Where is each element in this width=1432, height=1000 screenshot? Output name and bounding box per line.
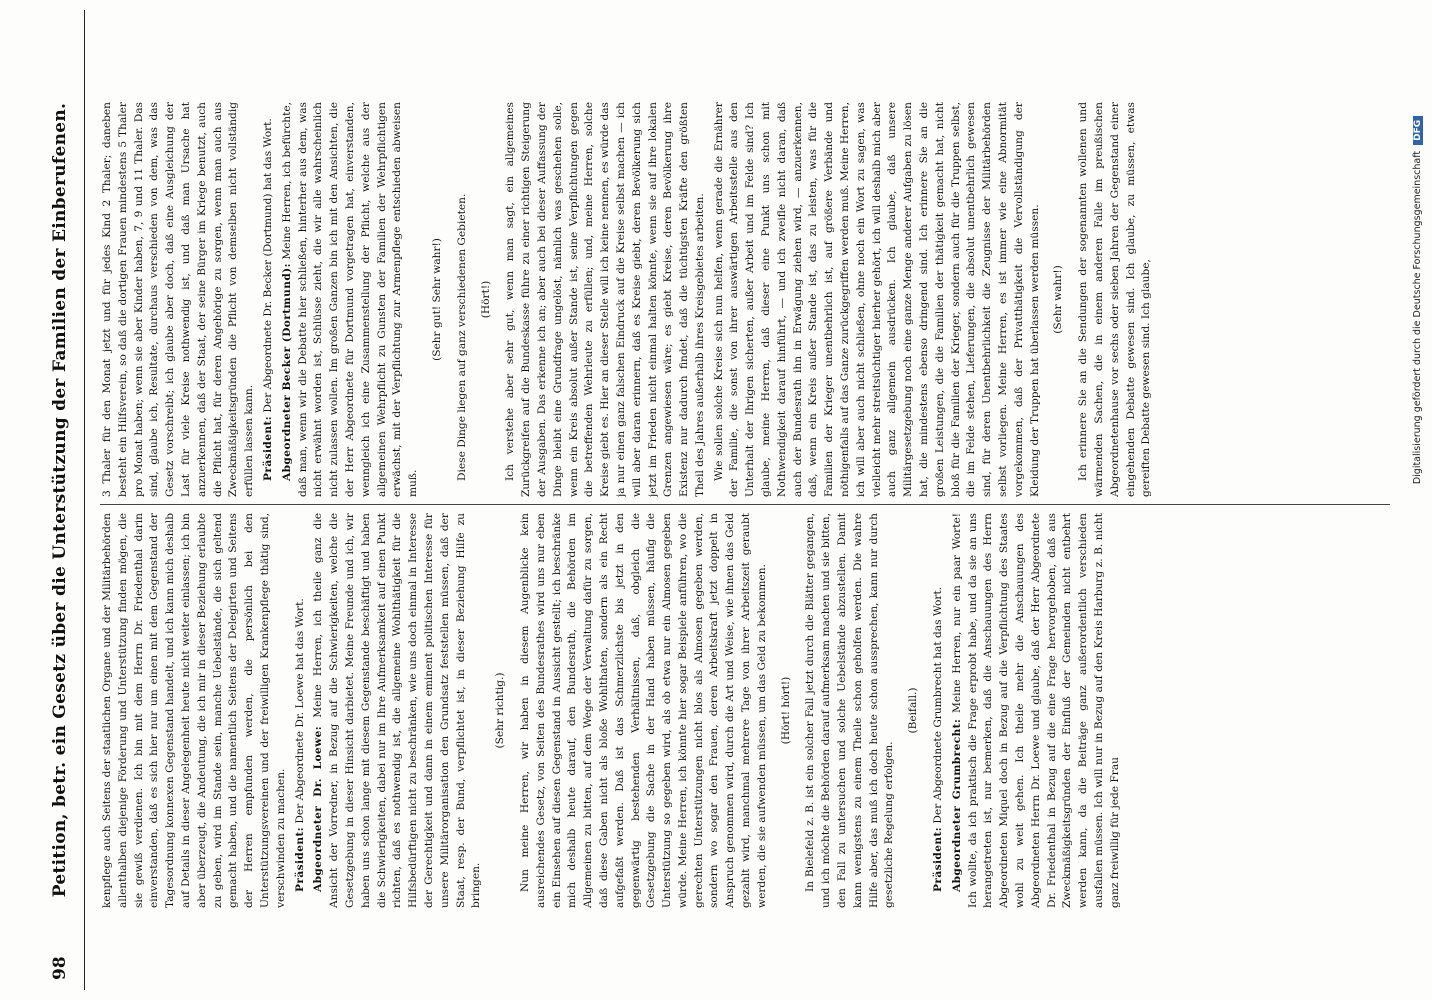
speaker-name: Abgeordneter Grumbrecht: [950, 718, 963, 892]
digitization-note [1412, 0, 1428, 600]
speech-text: Der Abgeordnete Grumbrecht hat das Wort. [932, 586, 945, 824]
speaker-name: Präsident: [932, 826, 945, 892]
running-head [50, 12, 76, 988]
dfg-logo: DFG [1413, 116, 1423, 145]
speaker-name: Präsident: [261, 415, 274, 481]
interjection: (Sehr wahr!) [1052, 265, 1065, 334]
paragraph: In Bielefeld z. B. ist ein solcher Fall jetzt durch die Blätter gegangen, und ich möchte die Behörden darauf aufmerksam machen und sie bitten, den Fall zu untersuchen und solche Uebelstände abzustellen. Damit kann wenigstens zu einem Theile schon geholfen werden. Die wahre Hilfe aber, das muß ich doch heute schon aussprechen, kann nur durch gesetzliche Regelung erfolgen. [804, 513, 896, 908]
paragraph: Ich erinnere Sie an die Sendungen der sogenannten wollenen und wärmenden Sachen, die in einem anderen Falle im preußischen Abgeordnetenhause vor sechs oder sieben Jahren der Gegenstand einer eingehenden Debatte gewesen sind. Ich glaube, zu müssen, etwas gereiften Debatte gewesen sind. Ich glaube, [1077, 102, 1153, 497]
speaker-paragraph [931, 513, 947, 908]
interjection: (Sehr richtig.) [494, 672, 507, 749]
speaker-paragraph [950, 513, 1124, 908]
digitization-note-text: Digitalisierung gefördert durch die Deutsche Forschungsgemeinschaft [1412, 150, 1423, 485]
speech-text: Meine Herren, ich theile ganz die Ansicht der Vorredner, in Bezug auf die Schwierigkeiten, welche die Gesetzgebung in dieser Hinsicht darbietet. Meine Freunde und ich, wir haben uns schon lange mit diesem Gegenstande beschäftigt und haben die Schwierigkeiten, dabei nur im Ihre Aufmerksamkeit auf einen Punkt richten, daß es nothwendig ist, die allgemeine Wohlthätigkeit für die Hilfsbedürftigen nicht zu beschränken, wie uns doch einmal in Interesse der Gerechtigkeit und dann in einem eminent politischen Interesse für unsere Militärorganisation den Grundsatz feststellen müssen, daß der Staat, resp. der Bund, verpflichtet ist, in dieser Beziehung Hilfe zu bringen. [312, 513, 483, 908]
paragraph: Ich verstehe aber sehr gut, wenn man sagt, ein allgemeines Zurückgreifen auf die Bundeskasse führe zu einer richtigen Steigerung der Ausgaben. Das erkenne ich an; aber auch bei dieser Auffassung der Dinge bleibt eine Grundfrage ungelöst, nämlich was geschehen solle, wenn ein Kreis absolut außer Stande ist, seine Verpflichtungen gegen die betreffenden Wehrleute zu erfüllen; und, meine Herren, solche Kreise giebt es. Hier an dieser Stelle will ich keine nennen, es würde das ja nur einen ganz falschen Eindruck auf die Kreise selbst machen — ich will aber daran erinnern, daß es Kreise giebt, deren Bevölkerung sich jetzt im Frieden nicht einmal halten könnte, wenn sie auf ihre lokalen Grenzen angewiesen wäre; es giebt Kreise, deren Bevölkerung ihre Existenz nur dadurch findet, daß die tüchtigsten Kräfte den größten Theil des Jahres außerhalb ihres Kreisgebietes arbeiten. [504, 102, 706, 497]
paragraph: Wie sollen solche Kreise sich nun helfen, wenn gerade die Ernährer der Familie, die sonst von ihrer auswärtigen Arbeitsstelle aus den Unterhalt der Ihrigen sicherten, außer Arbeit und im Felde sind? Ich glaube, meine Herren, daß dieser eine Punkt uns schon mit Nothwendigkeit darauf hinführt, — und ich zweifle nicht daran, daß auch der Bundesrath ihn in Erwägung ziehen wird, — anzuerkennen, daß, wenn ein Kreis außer Stande ist, das zu leisten, was für die Familien der Krieger unentbehrlich ist, auf größere Verbände und nöthigenfalls auf das Ganze zurückgegriffen werden muß. Meine Herren, ich will aber auch nicht schließen, ohne noch ein Wort zu sagen, was vielleicht mehr streitsüchtiger hierher gehört, ich will deshalb mich aber auch ganz allgemein ausdrücken. Ich glaube, daß unsere Militärgesetzgebung noch eine ganze Menge anderer Aufgaben zu lösen hat, die mindestens ebenso dringend sind. Ich erinnere Sie an die großen Leistungen, die die Familien der thätigkeit gemacht hat, nicht bloß für die Familien der Krieger, sondern auch für die Truppen selbst, die im Felde stehen, Lieferungen, die absolut unentbehrlich gewesen sind, für deren Unentbehrlichkeit die Zeugnisse der Militärbehörden selbst vorliegen. Meine Herren, es ist immer wie eine Abnormität vorgekommen, daß der Privatthätigkeit die Vervollständigung der Kleidung der Truppen hat überlassen werden müssen. [712, 102, 1041, 497]
speech-text: Meine Herren, nur ein paar Worte! Ich wollte, da ich praktisch die Frage erprobt habe, und da sie an uns herangetreten ist, nur bemerken, daß die Anschauungen des Herrn Abgeordneten Miquel doch in Bezug auf die Verpflichtung des Staates wohl zu weit gehen. Ich theile mehr die Anschauungen des Abgeordneten Herrn Dr. Loewe und glaube, daß der Herr Abgeordnete Dr. Friedenthal in Bezug auf die eine Frage hervorgehoben, daß aus Zweckmäßigkeitsgründen der Einfluß der Gemeinden nicht entbehrt werden kann, da die Beiträge ganz außerordentlich verschieden ausfallen müssen. Ich will nur in Bezug auf den Kreis Harburg z. B. nicht ganz freiwillig für jede Frau [950, 513, 1121, 908]
interjection: (Hört!) [479, 280, 492, 319]
paragraph: Diese Dinge liegen auf ganz verschiedenen Gebieten. [455, 193, 468, 481]
paragraph: kenpflege auch Seitens der staatlichen Organe und der Militärbehörden allenthalben diejenige Förderung und Unterstützung finden mögen, die sie gewiß verdienen. Ich bin mit dem Herrn Dr. Friedenthal darin einverstanden, daß es sich hier nur um einen mit dem Gegenstand der Tagesordnung konnexen Gegenstand handelt, und ich kann mich deshalb auf Details in dieser Angelegenheit heute nicht weiter einlassen; ich bin aber überzeugt, die Andeutung, die ich mir in dieser Beziehung erlaubte zu geben, wird im Stande sein, manche Uebelstände, die sich geltend gemacht haben, und die namentlich Seitens der Delegirten und Seitens der Herren empfunden werden, die persönlich bei den Unterstützungsvereinen und der freiwilligen Krankenpflege thätig sind, verschwinden zu machen. [101, 513, 287, 908]
speaker-paragraph [280, 102, 422, 497]
speaker-name: Abgeordneter Dr. Loewe: [312, 725, 325, 892]
speaker-name: Präsident: [293, 826, 306, 892]
interjection: (Hört! hört!) [779, 676, 792, 745]
speaker-paragraph [261, 102, 277, 497]
left-column [100, 513, 1390, 908]
speech-text: Der Abgeordnete Dr. Becker (Dortmund) hat das Wort. [261, 118, 274, 413]
running-head-title: Petition, betr. ein Gesetz über die Unterstützung der Familien der Einberufenen. [50, 102, 70, 898]
speech-text: Meine Herren, ich befürchte, daß man, wenn wir die Debatte hier schließen, hinterher aus dem, was nicht erwähnt worden ist, Schlüsse zieht, die wir alle wahrscheinlich nicht zulassen wollen. Im großen Ganzen bin ich mit den Ansichten, die der Herr Abgeordnete für Dortmund vorgetragen hat, einverstanden, wenngleich ich eine Zusammenstellung der Pflicht, welche aus der allgemeinen Wehrpflicht zu Gunsten der Familien der Wehrpflichtigen erwächst, mit der Verpflichtung zur Armenpflege entschieden abweisen muß. [280, 102, 420, 497]
interjection: (Sehr gut! Sehr wahr!) [430, 238, 443, 361]
paragraph: Nun meine Herren, wir haben in diesem Augenblicke kein ausreichendes Gesetz, von Seiten des Bundesrathes wird uns nur eben ein Einsehen auf diesen Gegenstand in Aussicht gestellt; ich beschränke mich deshalb heute darauf, den Bundesrath, die Behörden im Allgemeinen zu bitten, auf dem Wege der Verwaltung dafür zu sorgen, daß diese Gaben nicht als bloße Wohlthaten, sondern als ein Recht aufgefaßt werden. Daß ist das Schmerzlichste bis jetzt in den gegenwärtig bestehenden Verhältnissen, daß, obgleich die Gesetzgebung die Sache in der Hand haben müssen, häufig die Unterstützung so gegeben wird, als ob etwa nur ein Almosen gegeben würde. Meine Herren, ich könnte hier sogar Beispiele anführen, wo die gerechten Unterstützungen nicht blos als Almosen gegeben werden, sondern wo sogar den Frauen, deren Arbeitskraft jetzt doppelt in Anspruch genommen wird, durch die Art und Weise, wie ihnen das Geld gezahlt wird, manchmal mehrere Tage von ihrer Arbeitszeit geraubt werden, die sie aufwenden müssen, um das Geld zu bekommen. [518, 513, 768, 908]
speaker-paragraph [293, 513, 309, 908]
right-column [100, 102, 1390, 497]
paragraph: 3 Thaler für den Monat jetzt und für jedes Kind 2 Thaler; daneben besteht ein Hilfsverein, so daß die dortigen Frauen mindestens 5 Thaler pro Monat haben; wenn sie aber Kinder haben, 7, 9 und 11 Thaler. Das sind, glaube ich, Resultate, durchaus verschieden von dem, was das Gesetz vorschreibt; ich glaube aber doch, daß eine Ausgleichung der Last für viele Kreise nothwendig ist, und daß man Ursache hat anzuerkennen, daß der Staat, der seine Bürger im Kriege benutzt, auch die Pflicht hat, für deren Angehörige zu sorgen, wenn man auch aus Zweckmäßigkeitsgründen die Pflicht von demselben nicht vollständig erfüllen lassen kann. [101, 102, 256, 497]
page-number: 98 [50, 956, 70, 980]
speaker-paragraph [311, 513, 485, 908]
interjection: (Beifall.) [907, 687, 920, 734]
speaker-name: Abgeordneter Becker (Dortmund): [280, 263, 293, 481]
column-divider [100, 504, 1390, 505]
head-rule [84, 10, 85, 990]
speech-text: Der Abgeordnete Dr. Loewe hat das Wort. [293, 598, 306, 824]
